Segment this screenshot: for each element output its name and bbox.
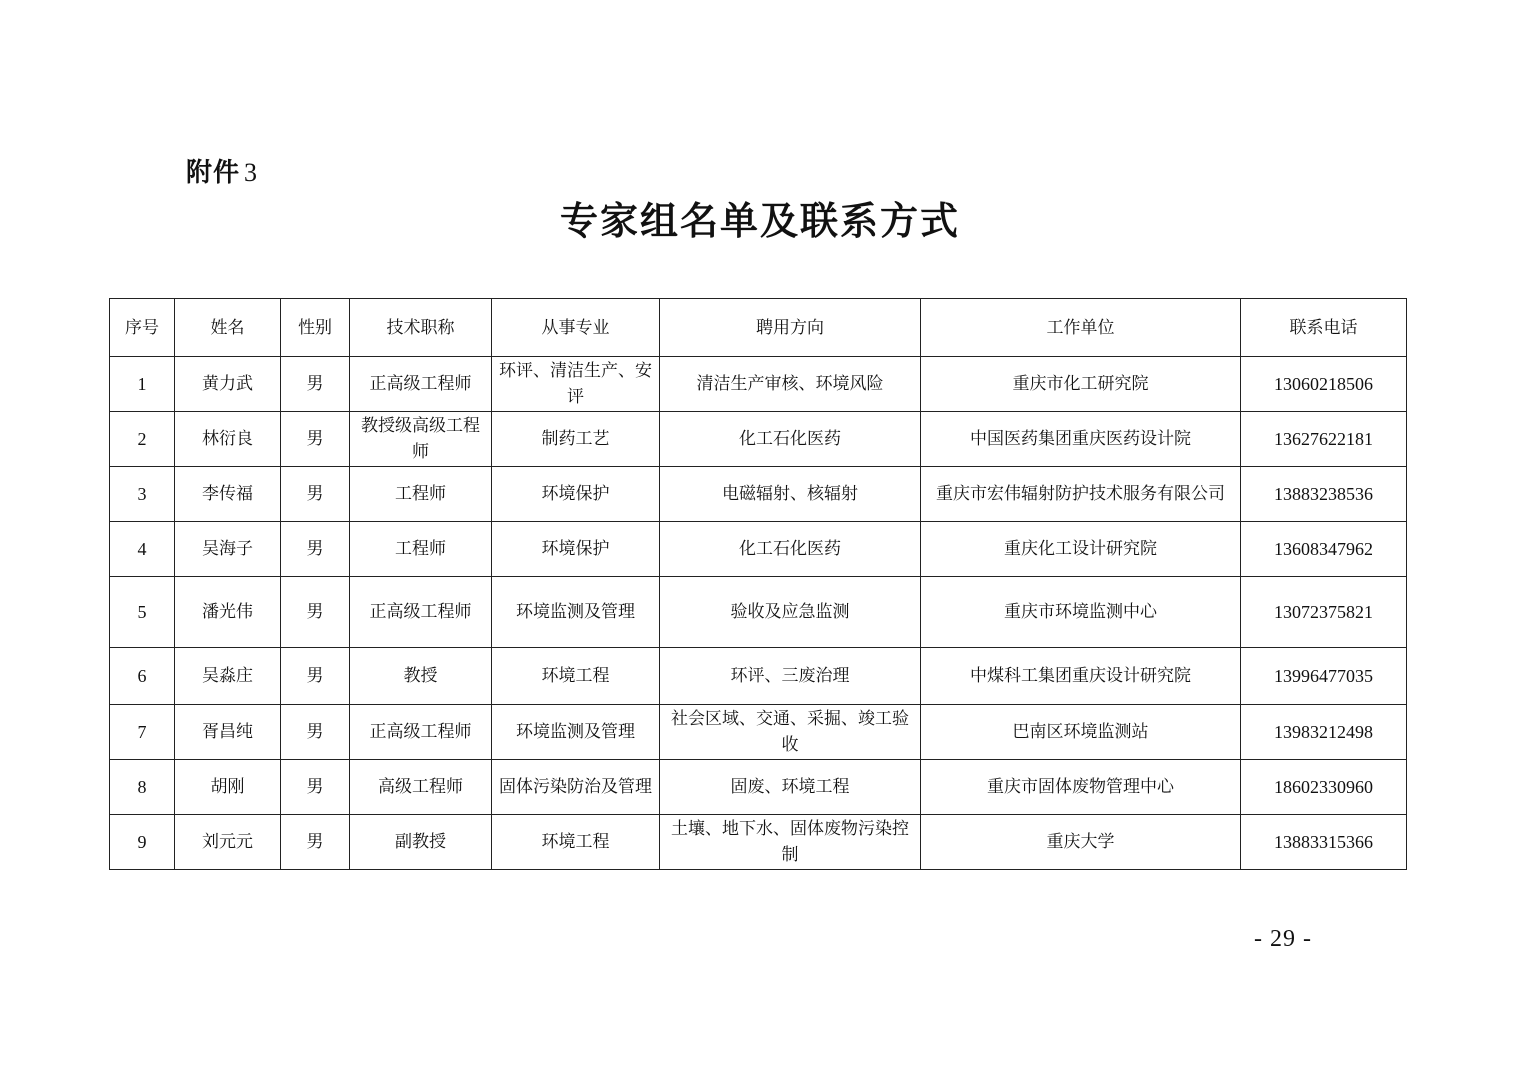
cell-direction: 固废、环境工程 <box>660 760 921 815</box>
cell-gender: 男 <box>281 648 350 705</box>
cell-employer: 中煤科工集团重庆设计研究院 <box>921 648 1241 705</box>
cell-title: 工程师 <box>350 467 492 522</box>
cell-phone: 13060218506 <box>1241 357 1407 412</box>
cell-name: 刘元元 <box>175 815 281 870</box>
cell-name: 胡刚 <box>175 760 281 815</box>
header-name: 姓名 <box>175 299 281 357</box>
cell-direction: 清洁生产审核、环境风险 <box>660 357 921 412</box>
cell-name: 吴淼庄 <box>175 648 281 705</box>
cell-gender: 男 <box>281 815 350 870</box>
cell-title: 正高级工程师 <box>350 577 492 648</box>
cell-direction: 化工石化医药 <box>660 522 921 577</box>
table-row <box>110 815 1407 870</box>
cell-employer: 重庆市化工研究院 <box>921 357 1241 412</box>
cell-name: 李传福 <box>175 467 281 522</box>
cell-specialty: 固体污染防治及管理 <box>492 760 660 815</box>
cell-gender: 男 <box>281 705 350 760</box>
cell-specialty: 环境工程 <box>492 648 660 705</box>
cell-direction: 社会区域、交通、采掘、竣工验收 <box>660 705 921 760</box>
cell-phone: 13627622181 <box>1241 412 1407 467</box>
table-row <box>110 648 1407 705</box>
cell-phone: 13996477035 <box>1241 648 1407 705</box>
cell-title: 教授级高级工程师 <box>350 412 492 467</box>
cell-index: 1 <box>110 357 175 412</box>
cell-phone: 13883315366 <box>1241 815 1407 870</box>
cell-employer: 巴南区环境监测站 <box>921 705 1241 760</box>
table-header-row <box>110 299 1407 357</box>
cell-phone: 13072375821 <box>1241 577 1407 648</box>
cell-index: 9 <box>110 815 175 870</box>
cell-title: 教授 <box>350 648 492 705</box>
cell-specialty: 环境保护 <box>492 467 660 522</box>
cell-title: 正高级工程师 <box>350 357 492 412</box>
expert-roster-table <box>109 298 1407 870</box>
cell-name: 吴海子 <box>175 522 281 577</box>
cell-employer: 中国医药集团重庆医药设计院 <box>921 412 1241 467</box>
cell-employer: 重庆市固体废物管理中心 <box>921 760 1241 815</box>
table-row <box>110 577 1407 648</box>
cell-gender: 男 <box>281 760 350 815</box>
cell-name: 潘光伟 <box>175 577 281 648</box>
page-number: - 29 - <box>1254 926 1312 952</box>
cell-index: 2 <box>110 412 175 467</box>
attachment-prefix: 附件 <box>186 158 241 188</box>
cell-index: 6 <box>110 648 175 705</box>
cell-gender: 男 <box>281 357 350 412</box>
cell-specialty: 环评、清洁生产、安评 <box>492 357 660 412</box>
cell-index: 4 <box>110 522 175 577</box>
header-phone: 联系电话 <box>1241 299 1407 357</box>
page-title: 专家组名单及联系方式 <box>559 198 960 243</box>
attachment-label <box>186 152 258 189</box>
cell-gender: 男 <box>281 577 350 648</box>
cell-specialty: 环境监测及管理 <box>492 577 660 648</box>
cell-title: 正高级工程师 <box>350 705 492 760</box>
cell-title: 高级工程师 <box>350 760 492 815</box>
cell-index: 5 <box>110 577 175 648</box>
table-row <box>110 705 1407 760</box>
table-row <box>110 357 1407 412</box>
table-row <box>110 522 1407 577</box>
cell-name: 胥昌纯 <box>175 705 281 760</box>
attachment-number: 3 <box>244 158 259 187</box>
cell-gender: 男 <box>281 522 350 577</box>
cell-specialty: 环境监测及管理 <box>492 705 660 760</box>
table-row <box>110 760 1407 815</box>
cell-index: 3 <box>110 467 175 522</box>
cell-specialty: 环境保护 <box>492 522 660 577</box>
header-index: 序号 <box>110 299 175 357</box>
cell-phone: 13983212498 <box>1241 705 1407 760</box>
cell-phone: 13608347962 <box>1241 522 1407 577</box>
cell-direction: 环评、三废治理 <box>660 648 921 705</box>
cell-name: 黄力武 <box>175 357 281 412</box>
header-gender: 性别 <box>281 299 350 357</box>
cell-employer: 重庆市环境监测中心 <box>921 577 1241 648</box>
cell-phone: 18602330960 <box>1241 760 1407 815</box>
table-row <box>110 467 1407 522</box>
cell-phone: 13883238536 <box>1241 467 1407 522</box>
cell-employer: 重庆大学 <box>921 815 1241 870</box>
cell-direction: 化工石化医药 <box>660 412 921 467</box>
header-employer: 工作单位 <box>921 299 1241 357</box>
cell-employer: 重庆化工设计研究院 <box>921 522 1241 577</box>
cell-direction: 电磁辐射、核辐射 <box>660 467 921 522</box>
header-specialty: 从事专业 <box>492 299 660 357</box>
cell-employer: 重庆市宏伟辐射防护技术服务有限公司 <box>921 467 1241 522</box>
header-direction: 聘用方向 <box>660 299 921 357</box>
cell-gender: 男 <box>281 412 350 467</box>
header-title: 技术职称 <box>350 299 492 357</box>
cell-title: 副教授 <box>350 815 492 870</box>
cell-gender: 男 <box>281 467 350 522</box>
cell-title: 工程师 <box>350 522 492 577</box>
cell-specialty: 环境工程 <box>492 815 660 870</box>
cell-specialty: 制药工艺 <box>492 412 660 467</box>
cell-index: 8 <box>110 760 175 815</box>
table-row <box>110 412 1407 467</box>
cell-name: 林衍良 <box>175 412 281 467</box>
cell-index: 7 <box>110 705 175 760</box>
cell-direction: 土壤、地下水、固体废物污染控制 <box>660 815 921 870</box>
cell-direction: 验收及应急监测 <box>660 577 921 648</box>
